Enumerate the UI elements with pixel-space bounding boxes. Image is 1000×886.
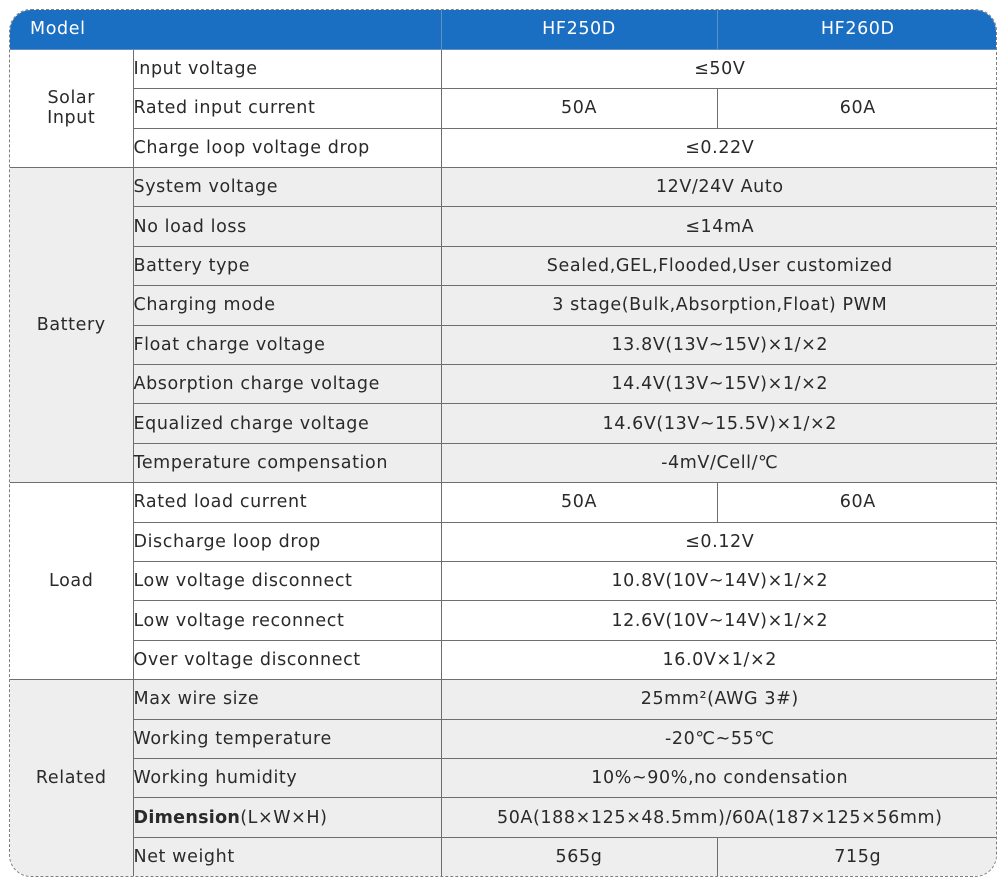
table-row [10,719,997,758]
group-label: Solar Input [47,88,96,129]
table-row [10,168,997,207]
param-label: Float charge voltage [133,325,441,364]
table-row [10,246,997,285]
param-label: Over voltage disconnect [133,640,441,679]
group-related: Related [10,680,133,877]
table-row [10,404,997,443]
param-value: 10%~90%,no condensation [441,758,997,797]
param-value: 16.0V×1/×2 [441,640,997,679]
param-value: -4mV/Cell/℃ [441,443,997,482]
table-row [10,680,997,719]
param-label: Charging mode [133,286,441,325]
param-value: ≤14mA [441,207,997,246]
param-label-dimension [133,798,441,837]
param-label: Rated load current [133,483,441,522]
table-row [10,325,997,364]
model-hf250d-header: HF250D [441,10,717,49]
param-label: Max wire size [133,680,441,719]
param-value: 3 stage(Bulk,Absorption,Float) PWM [441,286,997,325]
param-label: Battery type [133,246,441,285]
header-row [10,10,997,49]
param-label: No load loss [133,207,441,246]
dimension-label-suffix: (L×W×H) [240,807,328,828]
param-value: 565g [441,837,717,876]
table-row [10,837,997,876]
table-row [10,365,997,404]
param-value: 25mm²(AWG 3#) [441,680,997,719]
table-row [10,522,997,561]
model-hf260d-header: HF260D [717,10,997,49]
table-row [10,207,997,246]
specification-table [10,10,997,877]
param-value: 12.6V(10V~14V)×1/×2 [441,601,997,640]
table-row [10,128,997,167]
table-row [10,758,997,797]
table-row [10,561,997,600]
param-value: ≤0.22V [441,128,997,167]
table-row [10,640,997,679]
table-row [10,443,997,482]
param-value: -20℃~55℃ [441,719,997,758]
table-row [10,49,997,88]
param-label: Charge loop voltage drop [133,128,441,167]
param-label: Low voltage disconnect [133,561,441,600]
table-row [10,798,997,837]
group-load: Load [10,483,133,680]
param-label: Working temperature [133,719,441,758]
param-value: 715g [717,837,997,876]
param-value: 13.8V(13V~15V)×1/×2 [441,325,997,364]
param-label: Rated input current [133,89,441,128]
param-label: Equalized charge voltage [133,404,441,443]
param-label: Low voltage reconnect [133,601,441,640]
param-label: Net weight [133,837,441,876]
dimension-label: Dimension [133,807,241,828]
param-value: 60A [717,483,997,522]
param-label: System voltage [133,168,441,207]
param-label: Temperature compensation [133,443,441,482]
param-label: Absorption charge voltage [133,365,441,404]
param-value: 14.4V(13V~15V)×1/×2 [441,365,997,404]
spec-table-frame [9,9,997,877]
param-label: Input voltage [133,49,441,88]
param-value: 12V/24V Auto [441,168,997,207]
table-row [10,483,997,522]
param-value: ≤50V [441,49,997,88]
param-value: 50A [441,483,717,522]
param-value: 50A(188×125×48.5mm)/60A(187×125×56mm) [441,798,997,837]
table-row [10,286,997,325]
group-solar-input [10,49,133,167]
param-value: ≤0.12V [441,522,997,561]
param-value: 50A [441,89,717,128]
group-battery: Battery [10,168,133,483]
param-label: Discharge loop drop [133,522,441,561]
table-row [10,601,997,640]
param-label: Working humidity [133,758,441,797]
param-value: 60A [717,89,997,128]
param-value: Sealed,GEL,Flooded,User customized [441,246,997,285]
table-row [10,89,997,128]
param-value: 10.8V(10V~14V)×1/×2 [441,561,997,600]
param-value: 14.6V(13V~15.5V)×1/×2 [441,404,997,443]
model-header: Model [10,10,441,49]
